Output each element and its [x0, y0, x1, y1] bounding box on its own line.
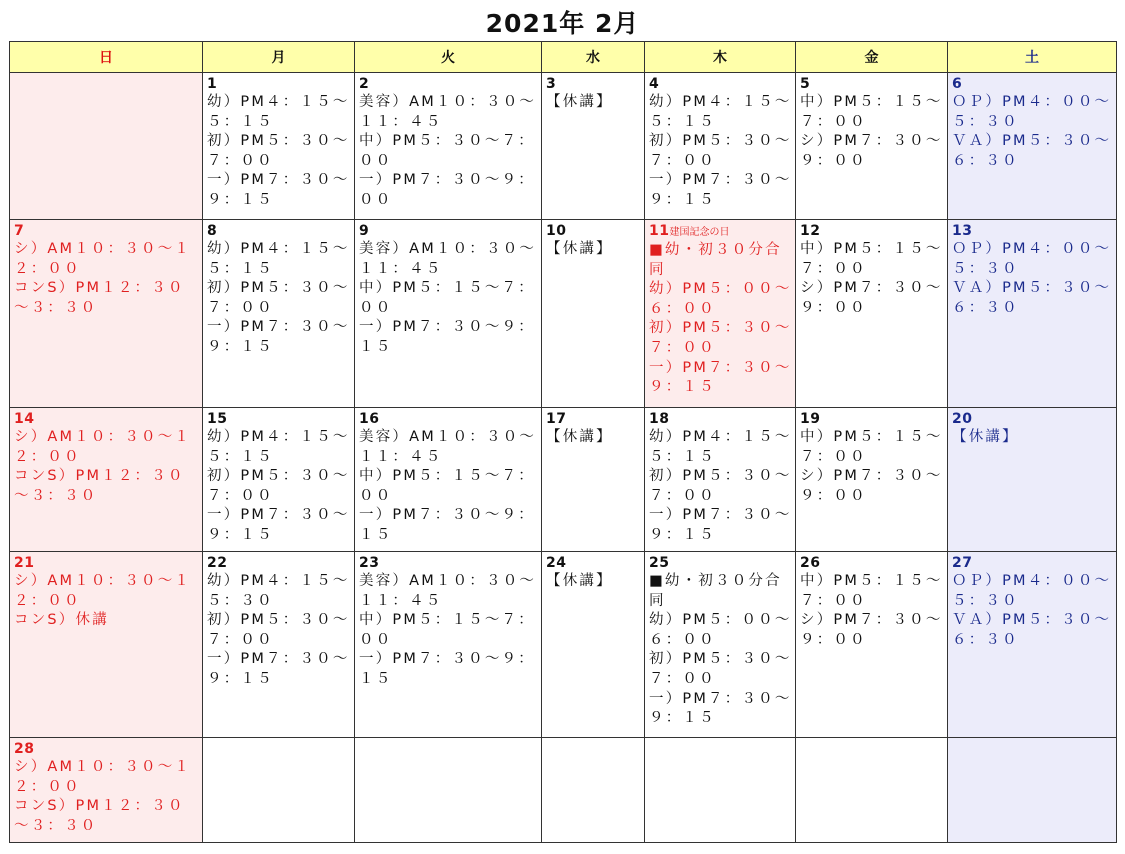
weekday-header-sun: 日	[10, 42, 203, 73]
day-cell	[10, 220, 203, 408]
day-number	[649, 555, 792, 572]
day-number	[207, 411, 351, 428]
day-number-value: 17	[546, 411, 567, 427]
day-cell	[948, 73, 1117, 220]
day-schedule-text: シ）AM１０：３０〜１ ２：００ コンS）PM１２：３０ 〜３：３０	[14, 759, 192, 834]
day-number	[952, 223, 1113, 240]
day-number-value: 15	[207, 411, 228, 427]
day-schedule-text: 幼）PM４：１５〜 ５：１５ 初）PM５：３０〜 ７：００ 一）PM７：３０〜 ９：１５	[649, 94, 792, 208]
day-cell	[645, 738, 796, 843]
day-cell	[796, 73, 948, 220]
week-row	[10, 738, 1117, 843]
page-title: 2021年 2月	[485, 9, 640, 38]
weekday-header-fri: 金	[796, 42, 948, 73]
day-cell	[796, 738, 948, 843]
day-schedule-text: 【休講】	[546, 429, 613, 445]
day-cell	[645, 220, 796, 408]
weekday-header-wed: 水	[542, 42, 645, 73]
day-schedule-text: 中）PM５：１５〜 ７：００ シ）PM７：３０〜 ９：００	[800, 241, 943, 316]
day-number-value: 6	[952, 76, 963, 92]
day-number	[649, 223, 792, 241]
day-number	[359, 555, 538, 572]
day-cell	[542, 552, 645, 738]
day-cell	[203, 408, 355, 552]
day-number	[952, 411, 1113, 428]
day-number	[207, 555, 351, 572]
day-number-value: 4	[649, 76, 660, 92]
day-number-value: 28	[14, 741, 35, 757]
day-schedule-text: 中）PM５：１５〜 ７：００ シ）PM７：３０〜 ９：００	[800, 429, 943, 504]
day-schedule-text: 美容）AM１０：３０〜 １１：４５ 中）PM５：３０〜７： ００ 一）PM７：３０〜９： ００	[359, 94, 537, 208]
day-schedule-text: 【休講】	[546, 241, 613, 257]
day-schedule-text: ■幼・初３０分合 同 幼）PM５：００〜 ６：００ 初）PM５：３０〜 ７：００ 一）PM７：３０〜 ９：１５	[649, 573, 792, 727]
day-cell	[203, 552, 355, 738]
day-schedule-text: 幼）PM４：１５〜 ５：１５ 初）PM５：３０〜 ７：００ 一）PM７：３０〜 ９：１５	[207, 241, 350, 355]
day-number	[800, 76, 944, 93]
day-number	[14, 555, 199, 572]
day-cell	[645, 408, 796, 552]
day-number	[800, 411, 944, 428]
day-cell	[796, 408, 948, 552]
day-cell	[203, 73, 355, 220]
day-number-value: 8	[207, 223, 218, 239]
day-cell	[542, 73, 645, 220]
day-cell	[355, 552, 542, 738]
day-cell	[10, 73, 203, 220]
day-number-value: 13	[952, 223, 973, 239]
day-schedule-text: 中）PM５：１５〜 ７：００ シ）PM７：３０〜 ９：００	[800, 94, 943, 169]
day-number	[14, 741, 199, 758]
weekday-header-row	[10, 42, 1117, 73]
day-number-value: 19	[800, 411, 821, 427]
day-number	[207, 223, 351, 240]
calendar-table	[9, 41, 1117, 843]
day-number-value: 23	[359, 555, 380, 571]
day-number-value: 10	[546, 223, 567, 239]
day-number	[14, 223, 199, 240]
day-number	[546, 411, 641, 428]
day-schedule-text: シ）AM１０：３０〜１ ２：００ コンS）休講	[14, 573, 192, 629]
day-number	[952, 555, 1113, 572]
day-number	[14, 411, 199, 428]
day-number-value: 1	[207, 76, 218, 92]
day-number	[207, 76, 351, 93]
day-schedule-text: 美容）AM１０：３０〜 １１：４５ 中）PM５：１５〜７： ００ 一）PM７：３０〜９： １５	[359, 241, 537, 355]
week-row	[10, 73, 1117, 220]
day-cell	[948, 738, 1117, 843]
day-number	[800, 555, 944, 572]
day-number	[359, 411, 538, 428]
day-cell	[355, 408, 542, 552]
day-cell	[645, 552, 796, 738]
day-cell	[542, 220, 645, 408]
day-number	[546, 223, 641, 240]
holiday-name: 建国記念の日	[669, 227, 730, 238]
day-cell	[948, 408, 1117, 552]
day-schedule-text: 【休講】	[546, 573, 613, 589]
day-number-value: 24	[546, 555, 567, 571]
day-schedule-text: 幼）PM４：１５〜 ５：３０ 初）PM５：３０〜 ７：００ 一）PM７：３０〜 ９：１５	[207, 573, 350, 687]
day-schedule-text: 幼）PM４：１５〜 ５：１５ 初）PM５：３０〜 ７：００ 一）PM７：３０〜 ９：１５	[649, 429, 792, 543]
day-cell	[948, 220, 1117, 408]
day-schedule-text: ＯＰ）PM４：００〜 ５：３０ ＶＡ）PM５：３０〜 ６：３０	[952, 241, 1112, 316]
day-schedule-text: 【休講】	[546, 94, 613, 110]
day-cell	[355, 220, 542, 408]
day-number-value: 11	[649, 223, 670, 239]
weekday-header-thu: 木	[645, 42, 796, 73]
day-cell	[796, 552, 948, 738]
weekday-header-sat: 土	[948, 42, 1117, 73]
day-number	[359, 223, 538, 240]
day-number-value: 3	[546, 76, 557, 92]
day-schedule-text: ■幼・初３０分合 同 幼）PM５：００〜 ６：００ 初）PM５：３０〜 ７：００ 一）PM７：３０〜 ９：１５	[649, 242, 792, 396]
day-number-value: 21	[14, 555, 35, 571]
day-number	[800, 223, 944, 240]
day-number-value: 12	[800, 223, 821, 239]
day-number	[546, 76, 641, 93]
day-number-value: 26	[800, 555, 821, 571]
day-schedule-text: 幼）PM４：１５〜 ５：１５ 初）PM５：３０〜 ７：００ 一）PM７：３０〜 ９：１５	[207, 429, 350, 543]
day-number	[952, 76, 1113, 93]
day-cell	[645, 73, 796, 220]
day-schedule-text: シ）AM１０：３０〜１ ２：００ コンS）PM１２：３０ 〜３：３０	[14, 241, 192, 316]
day-number-value: 22	[207, 555, 228, 571]
day-number-value: 14	[14, 411, 35, 427]
day-cell	[10, 408, 203, 552]
weekday-header-tue: 火	[355, 42, 542, 73]
day-number-value: 7	[14, 223, 25, 239]
day-cell	[542, 408, 645, 552]
day-number	[649, 76, 792, 93]
day-number-value: 20	[952, 411, 973, 427]
day-schedule-text: 美容）AM１０：３０〜 １１：４５ 中）PM５：１５〜７： ００ 一）PM７：３０〜９： １５	[359, 429, 537, 543]
day-number	[359, 76, 538, 93]
day-schedule-text: 美容）AM１０：３０〜 １１：４５ 中）PM５：１５〜７： ００ 一）PM７：３０〜９： １５	[359, 573, 537, 687]
week-row	[10, 552, 1117, 738]
week-row	[10, 408, 1117, 552]
day-number	[546, 555, 641, 572]
day-schedule-text: 【休講】	[952, 429, 1019, 445]
day-number-value: 18	[649, 411, 670, 427]
day-cell	[203, 220, 355, 408]
day-number	[649, 411, 792, 428]
day-schedule-text: 中）PM５：１５〜 ７：００ シ）PM７：３０〜 ９：００	[800, 573, 943, 648]
day-cell	[203, 738, 355, 843]
day-schedule-text: ＯＰ）PM４：００〜 ５：３０ ＶＡ）PM５：３０〜 ６：３０	[952, 94, 1112, 169]
day-cell	[10, 552, 203, 738]
day-cell	[542, 738, 645, 843]
day-number-value: 25	[649, 555, 670, 571]
calendar-body	[10, 73, 1117, 843]
day-number-value: 5	[800, 76, 811, 92]
day-number-value: 9	[359, 223, 370, 239]
day-cell	[10, 738, 203, 843]
day-schedule-text: シ）AM１０：３０〜１ ２：００ コンS）PM１２：３０ 〜３：３０	[14, 429, 192, 504]
day-cell	[355, 73, 542, 220]
weekday-header-mon: 月	[203, 42, 355, 73]
week-row	[10, 220, 1117, 408]
day-number-value: 2	[359, 76, 370, 92]
day-schedule-text: 幼）PM４：１５〜 ５：１５ 初）PM５：３０〜 ７：００ 一）PM７：３０〜 ９：１５	[207, 94, 350, 208]
day-number-value: 27	[952, 555, 973, 571]
day-cell	[796, 220, 948, 408]
day-schedule-text: ＯＰ）PM４：００〜 ５：３０ ＶＡ）PM５：３０〜 ６：３０	[952, 573, 1112, 648]
day-cell	[948, 552, 1117, 738]
day-cell	[355, 738, 542, 843]
day-number-value: 16	[359, 411, 380, 427]
